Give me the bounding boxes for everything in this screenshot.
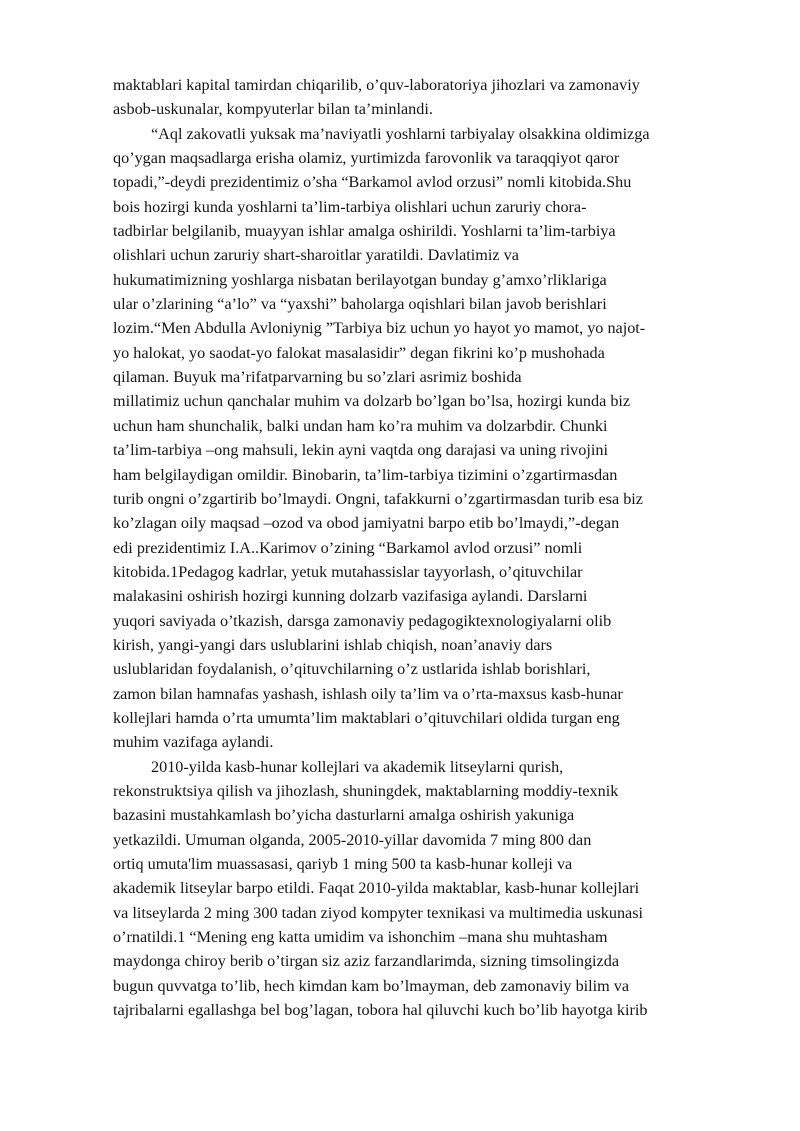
text-line: tadbirlar belgilanib, muayyan ishlar amalga oshirildi. Yoshlarni ta’lim-tarbiya <box>113 222 616 241</box>
text-line: o’rnatildi.1 “Mening eng katta umidim va ishonchim –mana shu muhtasham <box>113 928 608 947</box>
text-line: va litseylarda 2 ming 300 tadan ziyod kompyter texnikasi va multimedia uskunasi <box>113 903 644 922</box>
paragraph-start-line: 2010-yilda kasb-hunar kollejlari va akademik litseylarni qurish, <box>151 757 564 776</box>
text-line: uchun ham shunchalik, balki undan ham ko’ra muhim va dolzarbdir. Chunki <box>113 416 608 435</box>
text-line: qo’ygan maqsadlarga erisha olamiz, yurtimizda farovonlik va taraqqiyot qaror <box>113 149 620 168</box>
text-line: kirish, yangi-yangi dars uslublarini ishlab chiqish, noan’anaviy dars <box>113 635 553 654</box>
text-line: ko’zlagan oily maqsad –ozod va obod jamiyatni barpo etib bo’lmaydi,”-degan <box>113 514 620 533</box>
text-line: kitobida.1Pedagog kadrlar, yetuk mutahassislar tayyorlash, o’qituvchilar <box>113 562 583 581</box>
text-line: topadi,”-deydi prezidentimiz o’sha “Barkamol avlod orzusi” nomli kitobida.Shu <box>113 173 632 192</box>
text-line: maydonga chiroy berib o’tirgan siz aziz farzandlarimda, sizning timsolingizda <box>113 952 620 971</box>
text-line: ular o’zlarining “a’lo” va “yaxshi” baholarga oqishlari bilan javob berishlari <box>113 295 607 314</box>
text-line: yetkazildi. Umuman olganda, 2005-2010-yillar davomida 7 ming 800 dan <box>113 830 592 849</box>
text-line: olishlari uchun zaruriy shart-sharoitlar yaratildi. Davlatimiz va <box>113 246 519 265</box>
text-line: tajribalarni egallashga bel bog’lagan, tobora hal qiluvchi kuch bo’lib hayotga kirib <box>113 1001 648 1020</box>
text-line: rekonstruktsiya qilish va jihozlash, shuningdek, maktablarning moddiy-texnik <box>113 781 619 800</box>
text-line: lozim.“Men Abdulla Avloniynig ”Tarbiya biz uchun yo hayot yo mamot, yo najot- <box>113 319 646 338</box>
text-line: ta’lim-tarbiya –ong mahsuli, lekin ayni vaqtda ong darajasi va uning rivojini <box>113 441 608 460</box>
text-line: kollejlari hamda o’rta umumta’lim maktablari o’qituvchilari oldida turgan eng <box>113 708 620 727</box>
text-line: bugun quvvatga to’lib, hech kimdan kam bo’lmayman, deb zamonaviy bilim va <box>113 976 630 995</box>
text-line: millatimiz uchun qanchalar muhim va dolzarb bo’lgan bo’lsa, hozirgi kunda biz <box>113 392 631 411</box>
text-line: uslublaridan foydalanish, o’qituvchilarning o’z ustlarida ishlab borishlari, <box>113 660 591 679</box>
document-page <box>113 73 741 1022</box>
text-line: zamon bilan hamnafas yashash, ishlash oily ta’lim va o’rta-maxsus kasb-hunar <box>113 684 623 703</box>
text-line: qilaman. Buyuk ma’rifatparvarning bu so’zlari asrimiz boshida <box>113 368 522 387</box>
text-line: yo halokat, yo saodat-yo falokat masalasidir” degan fikrini ko’p mushohada <box>113 343 605 362</box>
text-line: maktablari kapital tamirdan chiqarilib, o’quv-laboratoriya jihozlari va zamonaviy <box>113 76 640 94</box>
text-line: yuqori saviyada o’tkazish, darsga zamonaviy pedagogiktexnologiyalarni olib <box>113 611 612 630</box>
text-line: bazasini mustahkamlash bo’yicha dasturlarni amalga oshirish yakuniga <box>113 806 575 825</box>
text-line: akademik litseylar barpo etildi. Faqat 2010-yilda maktablar, kasb-hunar kollejlari <box>113 879 640 898</box>
paragraph-start-line: “Aql zakovatli yuksak ma’naviyatli yoshlarni tarbiyalay olsakkina oldimizga <box>151 124 650 143</box>
text-line: bois hozirgi kunda yoshlarni ta’lim-tarbiya olishlari uchun zaruriy chora- <box>113 197 587 216</box>
text-line: muhim vazifaga aylandi. <box>113 733 274 752</box>
text-line: hukumatimizning yoshlarga nisbatan berilayotgan bunday g’amxo’rliklariga <box>113 270 607 289</box>
text-line: turib ongni o’zgartirib bo’lmaydi. Ongni, tafakkurni o’zgartirmasdan turib esa biz <box>113 489 643 508</box>
text-line: ham belgilaydigan omildir. Binobarin, ta’lim-tarbiya tizimini o’zgartirmasdan <box>113 465 618 484</box>
text-line: malakasini oshirish hozirgi kunning dolzarb vazifasiga aylandi. Darslarni <box>113 587 588 606</box>
text-line: asbob-uskunalar, kompyuterlar bilan ta’minlandi. <box>113 100 433 119</box>
text-line: edi prezidentimiz I.A..Karimov o’zining “Barkamol avlod orzusi” nomli <box>113 538 583 557</box>
text-line: ortiq umuta'lim muassasasi, qariyb 1 ming 500 ta kasb-hunar kolleji va <box>113 855 573 873</box>
